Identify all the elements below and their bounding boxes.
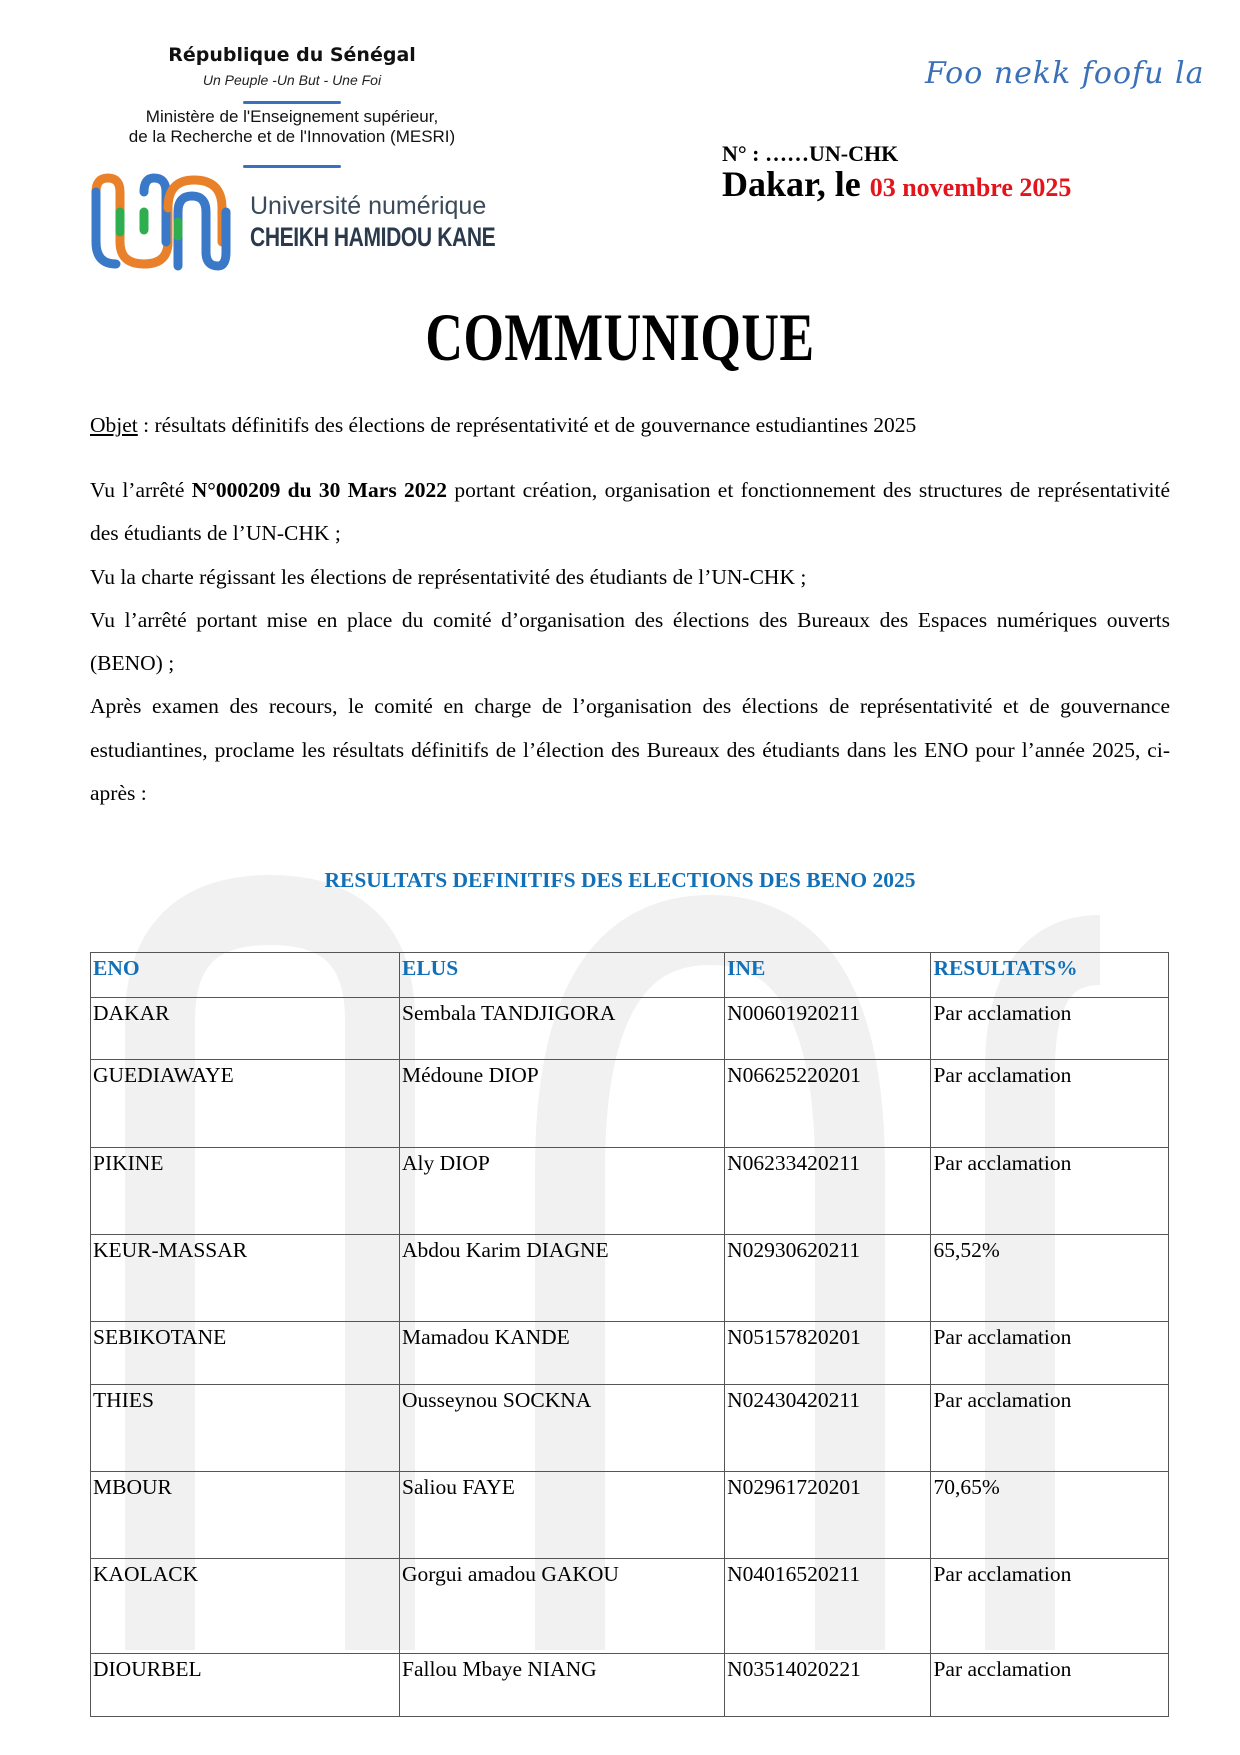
cell-resultat: Par acclamation — [931, 1385, 1169, 1472]
cell-eno: KAOLACK — [91, 1559, 400, 1654]
cell-elu: Aly DIOP — [400, 1148, 725, 1235]
place-date — [722, 163, 1071, 205]
table-row — [91, 1385, 1169, 1472]
paragraph-arrete-209 — [90, 469, 1170, 556]
cell-eno: KEUR-MASSAR — [91, 1235, 400, 1322]
table-row — [91, 1654, 1169, 1717]
header-divider — [243, 165, 341, 168]
ministry-line-1: Ministère de l'Enseignement supérieur, — [145, 107, 439, 126]
republic-heading: République du Sénégal — [168, 44, 416, 66]
table-row — [91, 1472, 1169, 1559]
ministry-line-2: de la Recherche et de l'Innovation (MESRI) — [128, 127, 456, 146]
cell-ine: N06625220201 — [725, 1060, 931, 1148]
cell-ine: N03514020221 — [725, 1654, 931, 1717]
column-header-resultats: RESULTATS% — [931, 953, 1169, 998]
paragraph-charte: Vu la charte régissant les élections de représentativité des étudiants de l’UN-CHK ; — [90, 564, 807, 589]
objet-label: Objet — [90, 413, 138, 437]
cell-eno: SEBIKOTANE — [91, 1322, 400, 1385]
cell-eno: GUEDIAWAYE — [91, 1060, 400, 1148]
column-header-eno: ENO — [91, 953, 400, 998]
table-row — [91, 1559, 1169, 1654]
reference-number: N° : ……UN-CHK — [722, 141, 899, 166]
cell-ine: N00601920211 — [725, 998, 931, 1060]
objet-text: : résultats définitifs des élections de représentativité et de gouvernance estudiantines 2025 — [137, 413, 917, 437]
table-header-row — [91, 953, 1169, 998]
cell-eno: DAKAR — [91, 998, 400, 1060]
cell-ine: N06233420211 — [725, 1148, 931, 1235]
cell-ine: N02430420211 — [725, 1385, 931, 1472]
table-row — [91, 1148, 1169, 1235]
cell-resultat: Par acclamation — [931, 1060, 1169, 1148]
cell-eno: THIES — [91, 1385, 400, 1472]
university-name-line-2: CHEIKH HAMIDOU KANE — [250, 222, 496, 252]
cell-resultat: Par acclamation — [931, 998, 1169, 1060]
cell-elu: Mamadou KANDE — [400, 1322, 725, 1385]
table-row — [91, 1235, 1169, 1322]
para1-post: portant création, organisation et fonctionnement des structures de représentativité des étudiants de l’UN-CHK ; — [90, 478, 1170, 546]
para1-bold: N°000209 du 30 Mars 2022 — [191, 478, 448, 502]
cell-eno: DIOURBEL — [91, 1654, 400, 1717]
place-label: Dakar, le — [722, 164, 861, 204]
slogan: Foo nekk foofu la — [925, 56, 1205, 91]
cell-resultat: Par acclamation — [931, 1322, 1169, 1385]
university-logo-icon — [86, 172, 232, 272]
objet-line — [90, 404, 1170, 447]
paragraph-arrete-comite: Vu l’arrêté portant mise en place du comité d’organisation des élections des Bureaux des Espaces numériques ouverts (BENO) ; — [90, 607, 1170, 676]
para1-pre: Vu l’arrêté — [90, 478, 192, 502]
cell-ine: N02961720201 — [725, 1472, 931, 1559]
cell-resultat: Par acclamation — [931, 1559, 1169, 1654]
cell-resultat: Par acclamation — [931, 1654, 1169, 1717]
cell-resultat: Par acclamation — [931, 1148, 1169, 1235]
table-row — [91, 998, 1169, 1060]
cell-elu: Ousseynou SOCKNA — [400, 1385, 725, 1472]
document-title: COMMUNIQUE — [425, 301, 815, 376]
national-motto: Un Peuple -Un But - Une Foi — [202, 72, 382, 88]
header-divider — [243, 101, 341, 104]
cell-eno: MBOUR — [91, 1472, 400, 1559]
cell-ine: N05157820201 — [725, 1322, 931, 1385]
cell-elu: Sembala TANDJIGORA — [400, 998, 725, 1060]
cell-resultat: 65,52% — [931, 1235, 1169, 1322]
table-row — [91, 1322, 1169, 1385]
university-name-line-1: Université numérique — [250, 192, 487, 220]
cell-elu: Médoune DIOP — [400, 1060, 725, 1148]
cell-elu: Fallou Mbaye NIANG — [400, 1654, 725, 1717]
cell-elu: Gorgui amadou GAKOU — [400, 1559, 725, 1654]
cell-elu: Abdou Karim DIAGNE — [400, 1235, 725, 1322]
table-row — [91, 1060, 1169, 1148]
document-date: 03 novembre 2025 — [869, 173, 1072, 202]
paragraph-proclamation: Après examen des recours, le comité en charge de l’organisation des élections de représentativité et de gouvernance estudiantines, proclame les résultats définitifs de l’élection des Bureaux des étudiants dans les ENO pour l’année 2025, ci-après : — [90, 694, 1170, 806]
cell-ine: N04016520211 — [725, 1559, 931, 1654]
cell-elu: Saliou FAYE — [400, 1472, 725, 1559]
cell-ine: N02930620211 — [725, 1235, 931, 1322]
column-header-elus: ELUS — [400, 953, 725, 998]
cell-eno: PIKINE — [91, 1148, 400, 1235]
column-header-ine: INE — [725, 953, 931, 998]
body-paragraphs — [90, 469, 1170, 815]
results-table — [90, 952, 1169, 1717]
results-table-title: RESULTATS DEFINITIFS DES ELECTIONS DES BENO 2025 — [324, 868, 916, 892]
cell-resultat: 70,65% — [931, 1472, 1169, 1559]
